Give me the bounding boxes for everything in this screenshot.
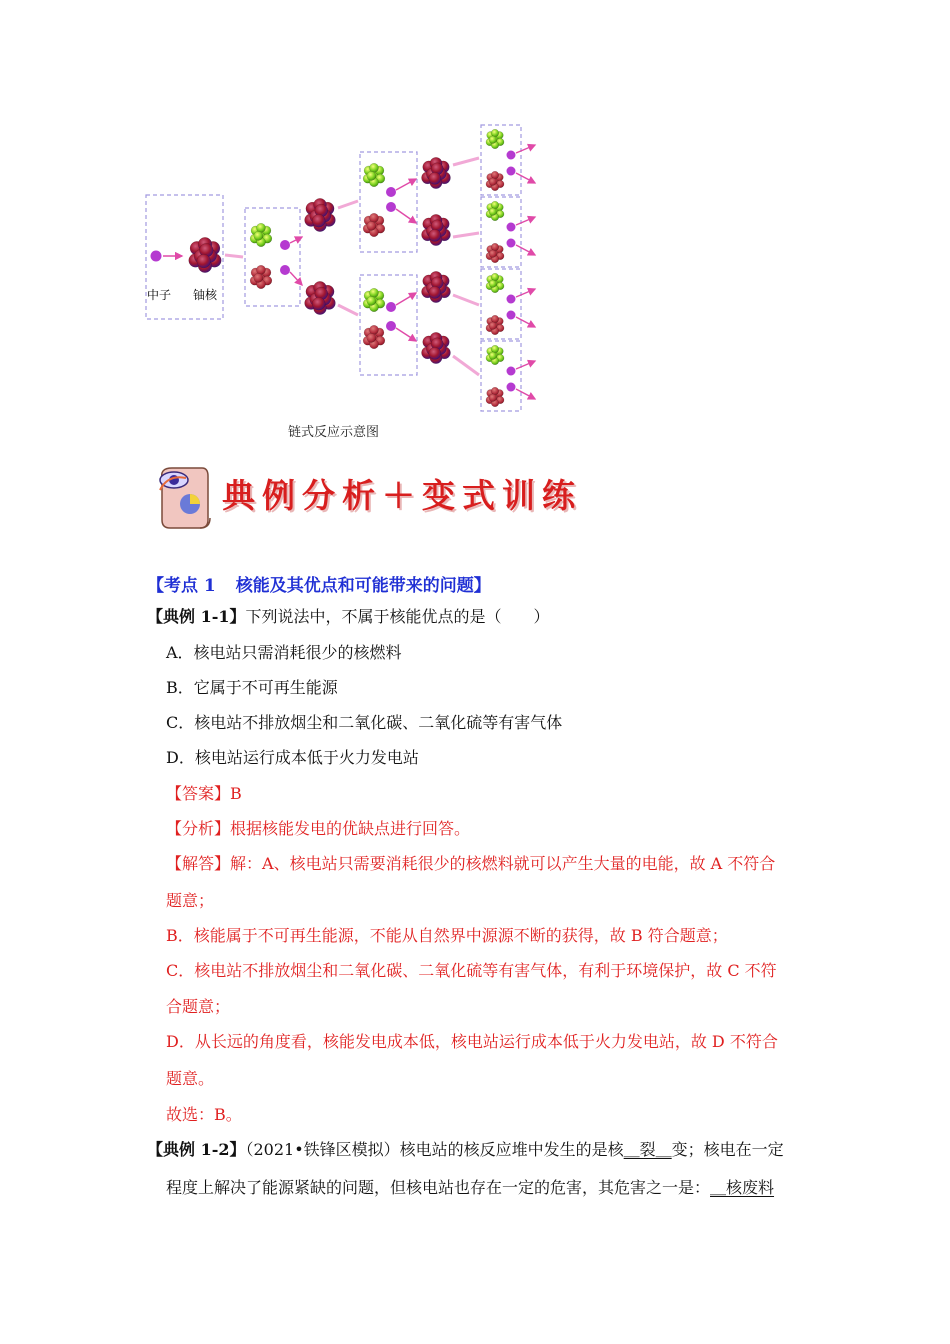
example-1-question — [147, 606, 550, 628]
solution-line-d1: D．从长远的角度看，核能发电成本低，核电站运行成本低于火力发电站，故 D 不符合 — [166, 1032, 778, 1051]
solution-line-d2: 题意。 — [166, 1069, 215, 1088]
heading-bracket-close: 】 — [473, 576, 491, 596]
uranium-nucleus — [189, 237, 222, 272]
answer-value: B — [230, 784, 242, 803]
section-heading — [147, 571, 491, 596]
example-2-text-a: （2021•铁锋区模拟）核电站的核反应堆中发生的是核 — [245, 1140, 624, 1159]
example-2-tag: 【典例 1-2】 — [147, 1140, 246, 1159]
arrow — [516, 317, 535, 327]
arrow — [516, 389, 535, 399]
fission-fragment-red — [250, 265, 272, 289]
fission-fragment-green — [486, 201, 504, 221]
arrow — [396, 293, 416, 305]
option-a: A．核电站只需消耗很少的核燃料 — [166, 643, 402, 662]
neutron-particle — [507, 151, 516, 160]
arrow — [338, 201, 358, 208]
arrow — [453, 158, 479, 165]
analysis-text: 根据核能发电的优缺点进行回答。 — [230, 819, 471, 838]
neutron-particle — [280, 265, 290, 275]
arrow — [453, 233, 479, 237]
neutron-particle — [386, 321, 396, 331]
example-2-line-2 — [166, 1177, 774, 1199]
fission-fragment-green — [363, 288, 385, 312]
option-d: D．核电站运行成本低于火力发电站 — [166, 748, 419, 767]
uranium-nucleus — [422, 332, 451, 363]
example-2-line-1 — [147, 1139, 784, 1161]
example-1-tag: 【典例 1-1】 — [147, 607, 246, 626]
uranium-nucleus — [305, 198, 336, 231]
neutron-particle — [507, 239, 516, 248]
choice-line: 故选：B。 — [166, 1105, 242, 1124]
neutron-particle — [151, 251, 162, 262]
arrow — [516, 217, 535, 225]
fission-fragment-green — [250, 223, 272, 247]
option-c: C．核电站不排放烟尘和二氧化碳、二氧化硫等有害气体 — [166, 713, 563, 732]
neutron-label: 中子 — [147, 288, 172, 302]
neutron-particle — [507, 311, 516, 320]
solution-a-text: 解：A、核电站只需要消耗很少的核燃料就可以产生大量的电能，故 A 不符合 — [230, 854, 776, 873]
example-2-text-b: 变；核电在一定 — [671, 1140, 784, 1159]
heading-bracket-open: 【 — [147, 576, 164, 596]
uranium-nucleus — [305, 281, 336, 314]
arrow — [453, 356, 479, 375]
neutron-particle — [507, 367, 516, 376]
scroll-icon — [160, 468, 210, 528]
neutron-particle — [386, 187, 396, 197]
arrow — [396, 179, 416, 190]
uranium-nucleus — [422, 271, 451, 302]
arrow — [453, 295, 479, 305]
neutron-particle — [507, 383, 516, 392]
arrow — [396, 328, 416, 341]
fission-fragment-green — [363, 163, 385, 187]
heading-title: 核能及其优点和可能带来的问题 — [235, 576, 474, 596]
arrow — [516, 173, 535, 183]
neutron-particle — [507, 295, 516, 304]
fission-fragment-green — [486, 273, 504, 293]
solution-line-b: B．核能属于不可再生能源，不能从自然界中源源不断的获得，故 B 符合题意； — [166, 926, 728, 945]
solution-line-c2: 合题意； — [166, 997, 231, 1016]
uranium-nucleus — [422, 214, 451, 245]
arrow — [516, 361, 535, 369]
diagram-caption: 链式反应示意图 — [288, 425, 380, 440]
neutron-particle — [386, 302, 396, 312]
arrow — [396, 209, 416, 223]
fission-fragment-red — [486, 387, 504, 407]
blank-hazard: ＿核废料 — [710, 1178, 775, 1197]
solution-line-c1: C．核电站不排放烟尘和二氧化碳、二氧化硫等有害气体，有利于环境保护，故 C 不符 — [166, 961, 777, 980]
fission-fragment-red — [486, 171, 504, 191]
fission-fragment-red — [486, 243, 504, 263]
heading-code: 考点 1 — [164, 576, 216, 596]
arrow — [225, 255, 243, 257]
uranium-label: 铀核 — [193, 288, 218, 302]
fission-fragment-red — [363, 213, 385, 237]
fission-fragment-green — [486, 129, 504, 149]
arrow — [516, 245, 535, 255]
neutron-particle — [507, 223, 516, 232]
fission-fragment-green — [486, 345, 504, 365]
chain-reaction-diagram — [130, 115, 560, 415]
uranium-nucleus — [422, 157, 451, 188]
neutron-particle — [507, 167, 516, 176]
arrow — [516, 145, 535, 153]
neutron-particle — [280, 240, 290, 250]
banner-title: 典例分析＋变式训练 — [222, 476, 582, 515]
blank-fission: ＿裂＿ — [623, 1140, 672, 1159]
fission-fragment-red — [486, 315, 504, 335]
solution-tag: 【解答】 — [166, 854, 231, 873]
solution-line-a2: 题意； — [166, 891, 215, 910]
fission-fragment-red — [363, 325, 385, 349]
answer-line — [166, 783, 242, 805]
analysis-line — [166, 818, 470, 840]
neutron-particle — [386, 202, 396, 212]
solution-line-a1 — [166, 853, 775, 875]
stage-box — [245, 208, 300, 306]
example-1-text: 下列说法中，不属于核能优点的是（ ） — [245, 607, 550, 626]
answer-tag: 【答案】 — [166, 784, 231, 803]
analysis-tag: 【分析】 — [166, 819, 231, 838]
option-b: B．它属于不可再生能源 — [166, 678, 338, 697]
example-2-text-c: 程度上解决了能源紧缺的问题，但核电站也存在一定的危害，其危害之一是： — [166, 1178, 711, 1197]
arrow — [516, 289, 535, 297]
arrow — [338, 305, 358, 315]
